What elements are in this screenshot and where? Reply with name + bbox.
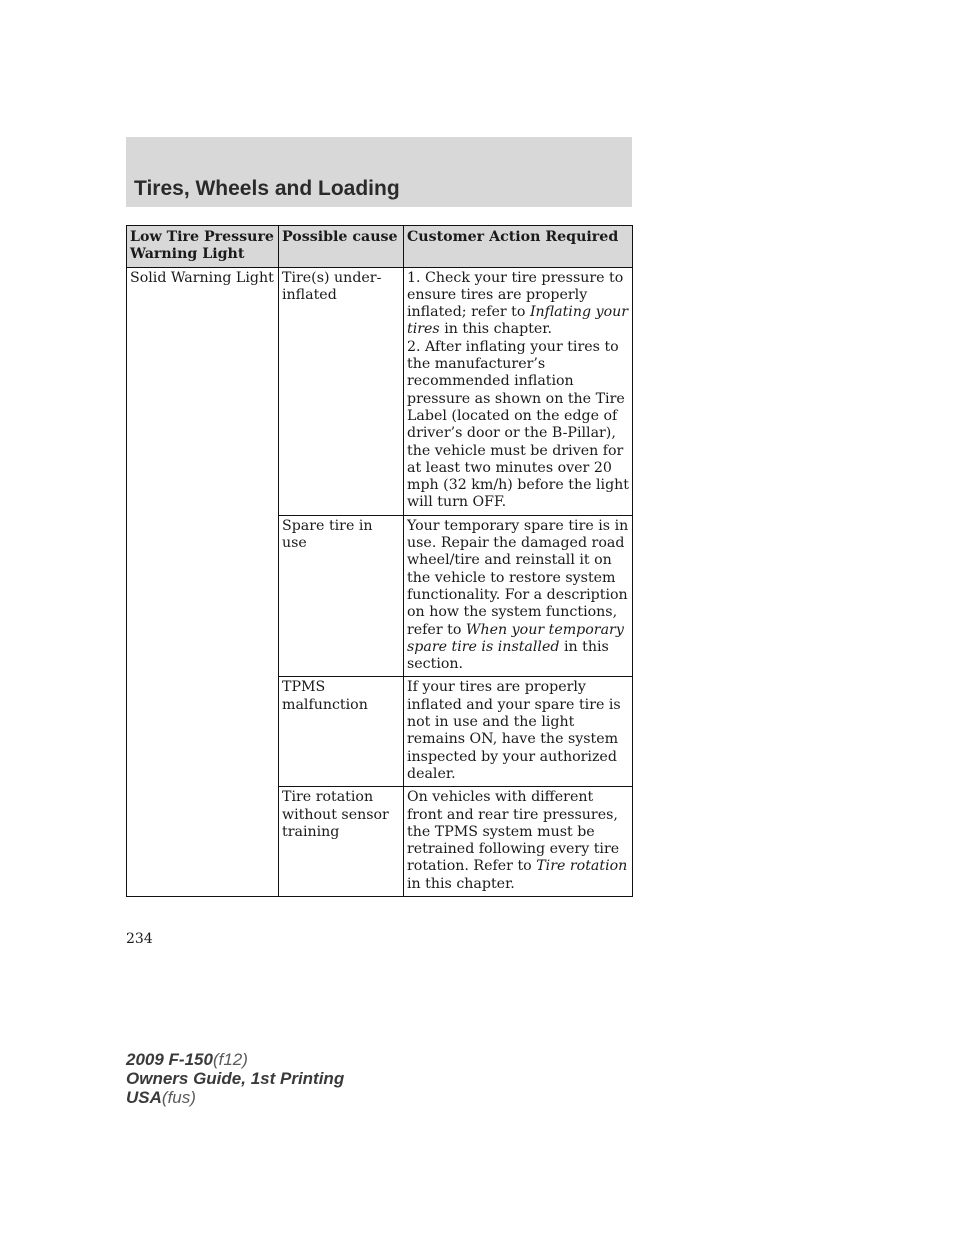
empty-cell [127, 677, 279, 787]
action-cell [404, 787, 633, 897]
cause-cell: Tire rotation without sensor training [279, 787, 404, 897]
empty-cell [127, 515, 279, 677]
column-header-customer-action: Customer Action Required [404, 226, 633, 268]
section-title: Tires, Wheels and Loading [134, 177, 400, 200]
action-cell [404, 267, 633, 515]
action-text: in this chapter. [439, 321, 553, 338]
footer-model: 2009 F-150 [126, 1050, 213, 1069]
action-text: in this section. [407, 638, 609, 673]
warning-light-cell: Solid Warning Light [127, 267, 279, 515]
footer-market-code: (fus) [161, 1088, 196, 1107]
footer-line-market [126, 1088, 344, 1107]
footer-market: USA [126, 1088, 162, 1107]
column-header-possible-cause: Possible cause [279, 226, 404, 268]
table-row [127, 515, 633, 677]
footer-edition: Owners Guide, 1st Printing [126, 1069, 345, 1088]
tpms-warning-table [126, 225, 633, 897]
page-number: 234 [126, 931, 153, 947]
action-text: 2. After inflating your tires to the manufacturer’s recommended inflation pressure as shown on the Tire Label (located on the edge of driver’s door or the B-Pillar), the vehicle must be driven for at least two minutes over 20 mph (32 km/h) before the light will turn OFF. [407, 338, 629, 511]
section-header-band [126, 137, 632, 207]
cross-reference: Inflating your tires [407, 304, 629, 338]
action-text: Your temporary spare tire is in use. Repair the damaged road wheel/tire and reinstall it on the vehicle to restore system functionality. For a description on how the system functions, refer to [407, 517, 629, 638]
footer-line-edition [126, 1069, 344, 1088]
column-header-warning-light: Low Tire Pressure Warning Light [127, 226, 279, 268]
print-footer [126, 1050, 344, 1107]
action-text: in this chapter. [407, 875, 515, 892]
cause-cell: Spare tire in use [279, 515, 404, 677]
footer-model-code: (f12) [212, 1050, 248, 1069]
table-header-row [127, 226, 633, 268]
action-cell [404, 515, 633, 677]
table-row [127, 677, 633, 787]
action-text: 1. Check your tire pressure to ensure tires are properly inflated; refer to [407, 269, 624, 321]
cross-reference: When your temporary spare tire is installed [407, 621, 624, 655]
action-text: On vehicles with different front and rear tire pressures, the TPMS system must be retrained following every tire rotation. Refer to [407, 789, 620, 875]
cause-cell: TPMS malfunction [279, 677, 404, 787]
cause-cell: Tire(s) under-inflated [279, 267, 404, 515]
cross-reference: Tire rotation [536, 858, 628, 875]
action-cell [404, 677, 633, 787]
table-row [127, 787, 633, 897]
footer-line-model [126, 1050, 344, 1069]
table-row [127, 267, 633, 515]
action-text: If your tires are properly inflated and your spare tire is not in use and the light remains ON, have the system inspected by your authorized dealer. [407, 679, 621, 782]
empty-cell [127, 787, 279, 897]
